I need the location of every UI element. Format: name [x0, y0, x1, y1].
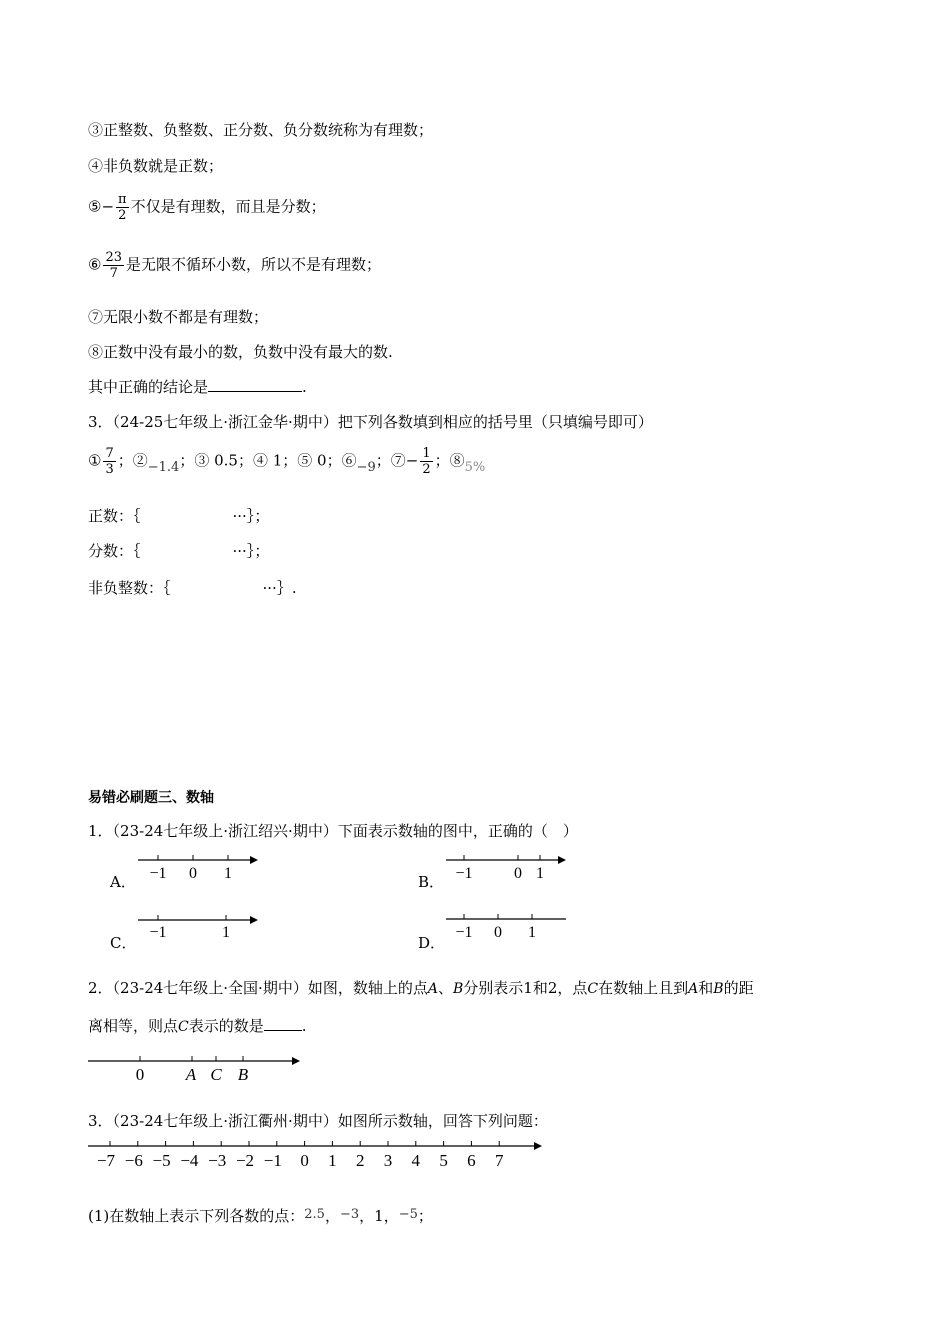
statement-5-marker: ⑤ [88, 197, 102, 216]
q3-number-line [88, 1138, 548, 1174]
tick-label: 6 [467, 1151, 476, 1170]
option-d-axis [446, 910, 571, 945]
q3-items: ① $\frac{7}{3}$ ；②−1.4；③ 0.5；④ 1；⑤ 0；⑥−9；⑦− $\frac{1}{2}$ ；⑧5% [88, 446, 486, 477]
option-b-label: B． [418, 873, 445, 891]
q1-stem: 1．（23-24七年级上·浙江绍兴·期中）下面表示数轴的图中，正确的（ ） [88, 822, 578, 840]
tick-label: 0 [135, 1065, 145, 1084]
answer-blank[interactable] [208, 377, 302, 392]
tick-label: 0 [494, 924, 502, 941]
statement-8: ⑧正数中没有最小的数，负数中没有最大的数. [88, 343, 393, 361]
statement-6 [88, 250, 381, 281]
tick-label: −1 [149, 924, 167, 941]
option-d-label: D． [418, 934, 446, 952]
tick-label: 1 [528, 924, 536, 941]
tick-label: −1 [455, 924, 473, 941]
neg-sign: − [101, 197, 115, 216]
fraction-23-over-7: $\frac{23}{7}$ [105, 250, 122, 281]
positive-set-line: 正数：｛ ···｝； [88, 507, 270, 525]
point-c-label: C [210, 1065, 222, 1084]
q3-part1: (1)在数轴上表示下列各数的点：2.5，−3，1，−5； [88, 1207, 433, 1225]
tick-label: −1 [149, 865, 167, 882]
statement-5-text: 不仅是有理数，而且是分数； [130, 197, 326, 216]
option-b-axis [446, 850, 571, 885]
tick-label: 0 [514, 865, 522, 882]
q2-number-line [88, 1052, 308, 1084]
tick-label: 1 [328, 1151, 337, 1170]
q3-stem: 3．（23-24七年级上·浙江衢州·期中）如图所示数轴，回答下列问题： [88, 1112, 548, 1130]
tick-label: −6 [124, 1151, 143, 1170]
tick-label: −5 [152, 1151, 171, 1170]
fraction-1-over-2: $\frac{1}{2}$ [422, 446, 431, 477]
point-a-label: A [185, 1065, 197, 1084]
option-c-label: C． [110, 934, 137, 952]
conclusion-line: 其中正确的结论是 . [88, 378, 307, 396]
tick-label: −3 [208, 1151, 227, 1170]
fraction-set-line: 分数：｛ ···｝； [88, 542, 270, 560]
fraction-7-over-3: $\frac{7}{3}$ [105, 446, 114, 477]
value-5-percent: 5% [464, 459, 486, 475]
tick-label: 5 [439, 1151, 448, 1170]
option-a-axis [138, 850, 263, 885]
tick-label: −1 [455, 865, 473, 882]
tick-label: 4 [411, 1151, 421, 1170]
tick-label: 2 [355, 1151, 365, 1170]
tick-label: 0 [300, 1151, 309, 1170]
statement-7: ⑦无限小数不都是有理数； [88, 308, 269, 326]
tick-label: 1 [224, 865, 232, 882]
tick-label: 1 [536, 865, 544, 882]
tick-label: −7 [96, 1151, 116, 1170]
statement-3: ③正整数、负整数、正分数、负分数统称为有理数； [88, 121, 434, 139]
point-b-label: B [237, 1065, 249, 1084]
tick-label: −2 [235, 1151, 255, 1170]
q3-classify-stem: 3．（24-25七年级上·浙江金华·期中）把下列各数填到相应的括号里（只填编号即可） [88, 413, 653, 431]
q2-stem-line1: 2．（23-24七年级上·全国·期中）如图，数轴上的点A、B分别表示1和2，点C在数轴上且到A和B的距 [88, 979, 754, 997]
tick-label: 7 [494, 1151, 504, 1170]
value-neg-1-4: −1.4 [147, 459, 180, 475]
option-a-label: A． [110, 873, 136, 891]
fraction-pi-over-2: $\frac{\pi}{2}$ [118, 192, 127, 223]
q2-stem-line2: 离相等，则点C表示的数是 . [88, 1017, 307, 1035]
option-c-axis [138, 910, 263, 945]
q2-answer-blank[interactable] [264, 1016, 302, 1031]
tick-label: 1 [222, 924, 230, 941]
tick-label: 3 [383, 1151, 393, 1170]
statement-4: ④非负数就是正数； [88, 157, 224, 175]
value-neg-9: −9 [356, 459, 376, 475]
statement-6-marker: ⑥ [88, 255, 102, 274]
tick-label: −4 [180, 1151, 199, 1170]
statement-6-text: 是无限不循环小数，所以不是有理数； [126, 255, 382, 274]
tick-label: 0 [189, 865, 197, 882]
nonneg-int-set-line: 非负整数：｛ ···｝. [88, 579, 297, 597]
statement-5 [88, 192, 326, 223]
section-title-number-line: 易错必刷题三、数轴 [88, 790, 214, 806]
tick-label: −1 [263, 1151, 282, 1170]
